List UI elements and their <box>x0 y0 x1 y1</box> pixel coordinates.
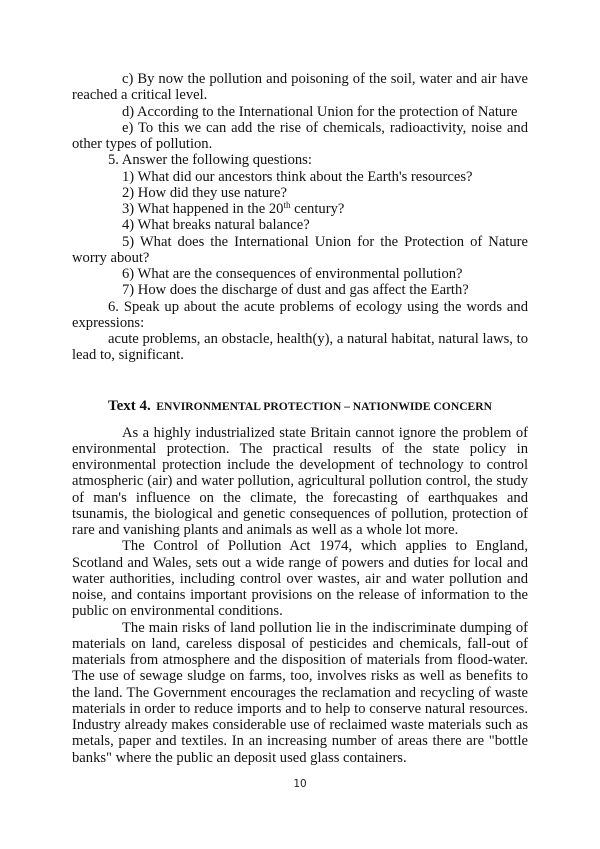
question-6: 6) What are the consequences of environmental pollution? <box>122 266 463 282</box>
question-7: 7) How does the discharge of dust and gas affect the Earth? <box>122 282 469 299</box>
exercise-item-c: c) By now the pollution and poisoning of the soil, water and air have reached a critical level. <box>72 71 528 104</box>
task5-title: 5. Answer the following questions: <box>108 152 312 169</box>
task6-title: 6. Speak up about the acute problems of ecology using the words and expressions: <box>72 298 528 331</box>
text4-paragraph-2: The Control of Pollution Act 1974, which applies to England, Scotland and Wales, sets out a wide range of powers and duties for local and water authorities, including control over wastes, air and water pollution and noise, and contains important provisions on the release of information to the public on environmental conditions. <box>72 538 528 620</box>
exercise-item-e: e) To this we can add the rise of chemicals, radioactivity, noise and other types of pollution. <box>72 119 528 152</box>
text4-paragraph-1: As a highly industrialized state Britain cannot ignore the problem of environmental protection. The practical results of the state policy in environmental protection include the development of technology to control atmospheric (air) and water pollution, agricultural pollution control, the study of man's influence on the climate, the forecasting of earthquakes and tsunamis, the biological and genetic consequences of pollution, protection of rare and vanishing plants and animals as well as a whole lot more. <box>72 424 528 538</box>
question-3-superscript: th <box>283 200 291 210</box>
document-page <box>72 71 528 766</box>
question-1: 1) What did our ancestors think about the Earth's resources? <box>122 168 473 185</box>
question-3-before: 3) What happened in the 20 <box>122 201 284 217</box>
text4-heading-lead: Text 4. <box>107 397 151 414</box>
question-3 <box>72 201 528 217</box>
question-2: 2) How did they use nature? <box>122 184 287 201</box>
task6-words: acute problems, an obstacle, health(y), a natural habitat, natural laws, to lead to, significant. <box>72 331 528 364</box>
question-4: 4) What breaks natural balance? <box>122 217 310 234</box>
text4-heading <box>72 394 528 416</box>
question-5: 5) What does the International Union for the Protection of Nature worry about? <box>72 233 528 266</box>
text4-heading-title: ENVIRONMENTAL PROTECTION – NATIONWIDE CONCERN <box>156 399 493 413</box>
exercise-item-d: d) According to the International Union for the protection of Nature <box>122 103 518 120</box>
question-3-after: century? <box>290 201 345 217</box>
text4-paragraph-3: The main risks of land pollution lie in the indiscriminate dumping of materials on land, careless disposal of pesticides and chemicals, fall-out of materials from atmosphere and the disposition of materials from flood-water. The use of sewage sludge on farms, too, involves risks as well as benefits to the land. The Government encourages the reclamation and recycling of waste materials in order to reduce imports and to help to conserve natural resources. Industry already makes considerable use of reclaimed waste materials such as metals, paper and textiles. In an increasing number of areas there are "bottle banks" where the public an deposit used glass containers. <box>72 619 528 766</box>
page-number: 10 <box>293 778 307 790</box>
